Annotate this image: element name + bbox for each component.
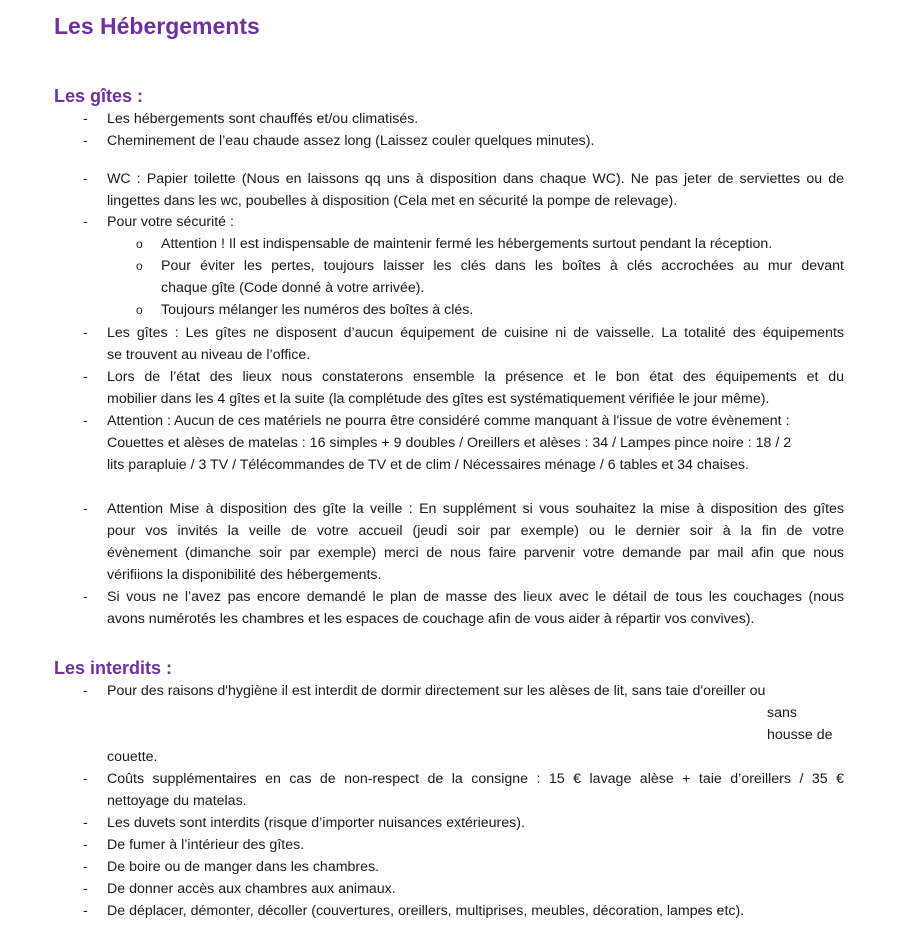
sub-list-item: Pour éviter les pertes, toujours laisser les clés dans les boîtes à clés accrochées au mur devant [161,258,844,274]
list-item: Les hébergements sont chauffés et/ou climatisés. [107,111,419,127]
dash-bullet: - [83,589,88,605]
sub-list-item: Attention ! Il est indispensable de maintenir fermé les hébergements surtout pendant la réception. [161,236,773,252]
page-title: Les Hébergements [54,13,260,39]
list-item-continuation: couette. [107,749,158,765]
list-item: Coûts supplémentaires en cas de non-respect de la consigne : 15 € lavage alèse + taie d’oreillers / 35 € [107,771,844,787]
list-item: De déplacer, démonter, décoller (couvertures, oreillers, multiprises, meubles, décoration, lampes etc). [107,903,745,919]
list-item-continuation: mobilier dans les 4 gîtes et la suite (la complétude des gîtes est systématiquement vérifiée le jour même). [107,391,770,407]
list-item-continuation: lits parapluie / 3 TV / Télécommandes de TV et de clim / Nécessaires ménage / 6 tables et 34 chaises. [107,457,749,473]
list-item: Les gîtes : Les gîtes ne disposent d’aucun équipement de cuisine ni de vaisselle. La totalité des équipements [107,325,844,341]
list-item: Lors de l’état des lieux nous constaterons ensemble la présence et le bon état des équipements et du [107,369,844,385]
dash-bullet: - [83,133,88,149]
dash-bullet: - [83,325,88,341]
list-item-continuation: nettoyage du matelas. [107,793,247,809]
dash-bullet: - [83,683,88,699]
section-heading-interdits: Les interdits : [54,658,173,678]
list-item: De fumer à l’intérieur des gîtes. [107,837,305,853]
list-item: De boire ou de manger dans les chambres. [107,859,380,875]
list-item-continuation: lingettes dans les wc, poubelles à disposition (Cela met en sécurité la pompe de relevage). [107,193,678,209]
list-item-continuation: se trouvent au niveau de l’office. [107,347,311,363]
dash-bullet: - [83,903,88,919]
list-item: Si vous ne l’avez pas encore demandé le plan de masse des lieux avec le détail de tous les couchages (nous [107,589,844,605]
circle-bullet: o [136,237,143,251]
sub-list-item-continuation: chaque gîte (Code donné à votre arrivée). [161,280,425,296]
circle-bullet: o [136,303,143,317]
list-item: Pour des raisons d'hygiène il est interdit de dormir directement sur les alèses de lit, sans taie d'oreiller ou [107,683,766,699]
list-item-continuation: Couettes et alèses de matelas : 16 simples + 9 doubles / Oreillers et alèses : 34 / Lampes pince noire : 18 / 2 [107,435,792,451]
dash-bullet: - [83,837,88,853]
dash-bullet: - [83,214,88,230]
list-item-continuation: housse de [767,727,833,743]
list-item: Cheminement de l’eau chaude assez long (Laissez couler quelques minutes). [107,133,595,149]
dash-bullet: - [83,771,88,787]
list-item: De donner accès aux chambres aux animaux. [107,881,396,897]
circle-bullet: o [136,259,143,273]
list-item-continuation: avons numérotés les chambres et les espaces de couchage afin de vous aider à répartir vos convives). [107,611,755,627]
list-item: Attention : Aucun de ces matériels ne pourra être considéré comme manquant à l'issue de votre évènement : [107,413,790,429]
dash-bullet: - [83,501,88,517]
sub-list-item: Toujours mélanger les numéros des boîtes à clés. [161,302,474,318]
dash-bullet: - [83,881,88,897]
dash-bullet: - [83,815,88,831]
list-item: Attention Mise à disposition des gîte la veille : En supplément si vous souhaitez la mise à disposition des gîtes [107,501,844,517]
dash-bullet: - [83,171,88,187]
list-item: WC : Papier toilette (Nous en laissons qq uns à disposition dans chaque WC). Ne pas jeter de serviettes ou de [107,171,844,187]
list-item-continuation: sans [767,705,797,721]
list-item-continuation: évènement (dimanche soir par exemple) merci de nous faire parvenir votre demande par mail afin que nous [107,545,844,561]
section-heading-gites: Les gîtes : [54,86,144,106]
list-item-continuation: pour vos invités la veille de votre accueil (jeudi soir par exemple) ou le dernier soir à la fin de votre [107,523,844,539]
list-item: Pour votre sécurité : [107,214,234,230]
list-item-continuation: vérifiions la disponibilité des hébergements. [107,567,382,583]
dash-bullet: - [83,369,88,385]
list-item: Les duvets sont interdits (risque d’importer nuisances extérieures). [107,815,525,831]
dash-bullet: - [83,859,88,875]
dash-bullet: - [83,413,88,429]
dash-bullet: - [83,111,88,127]
